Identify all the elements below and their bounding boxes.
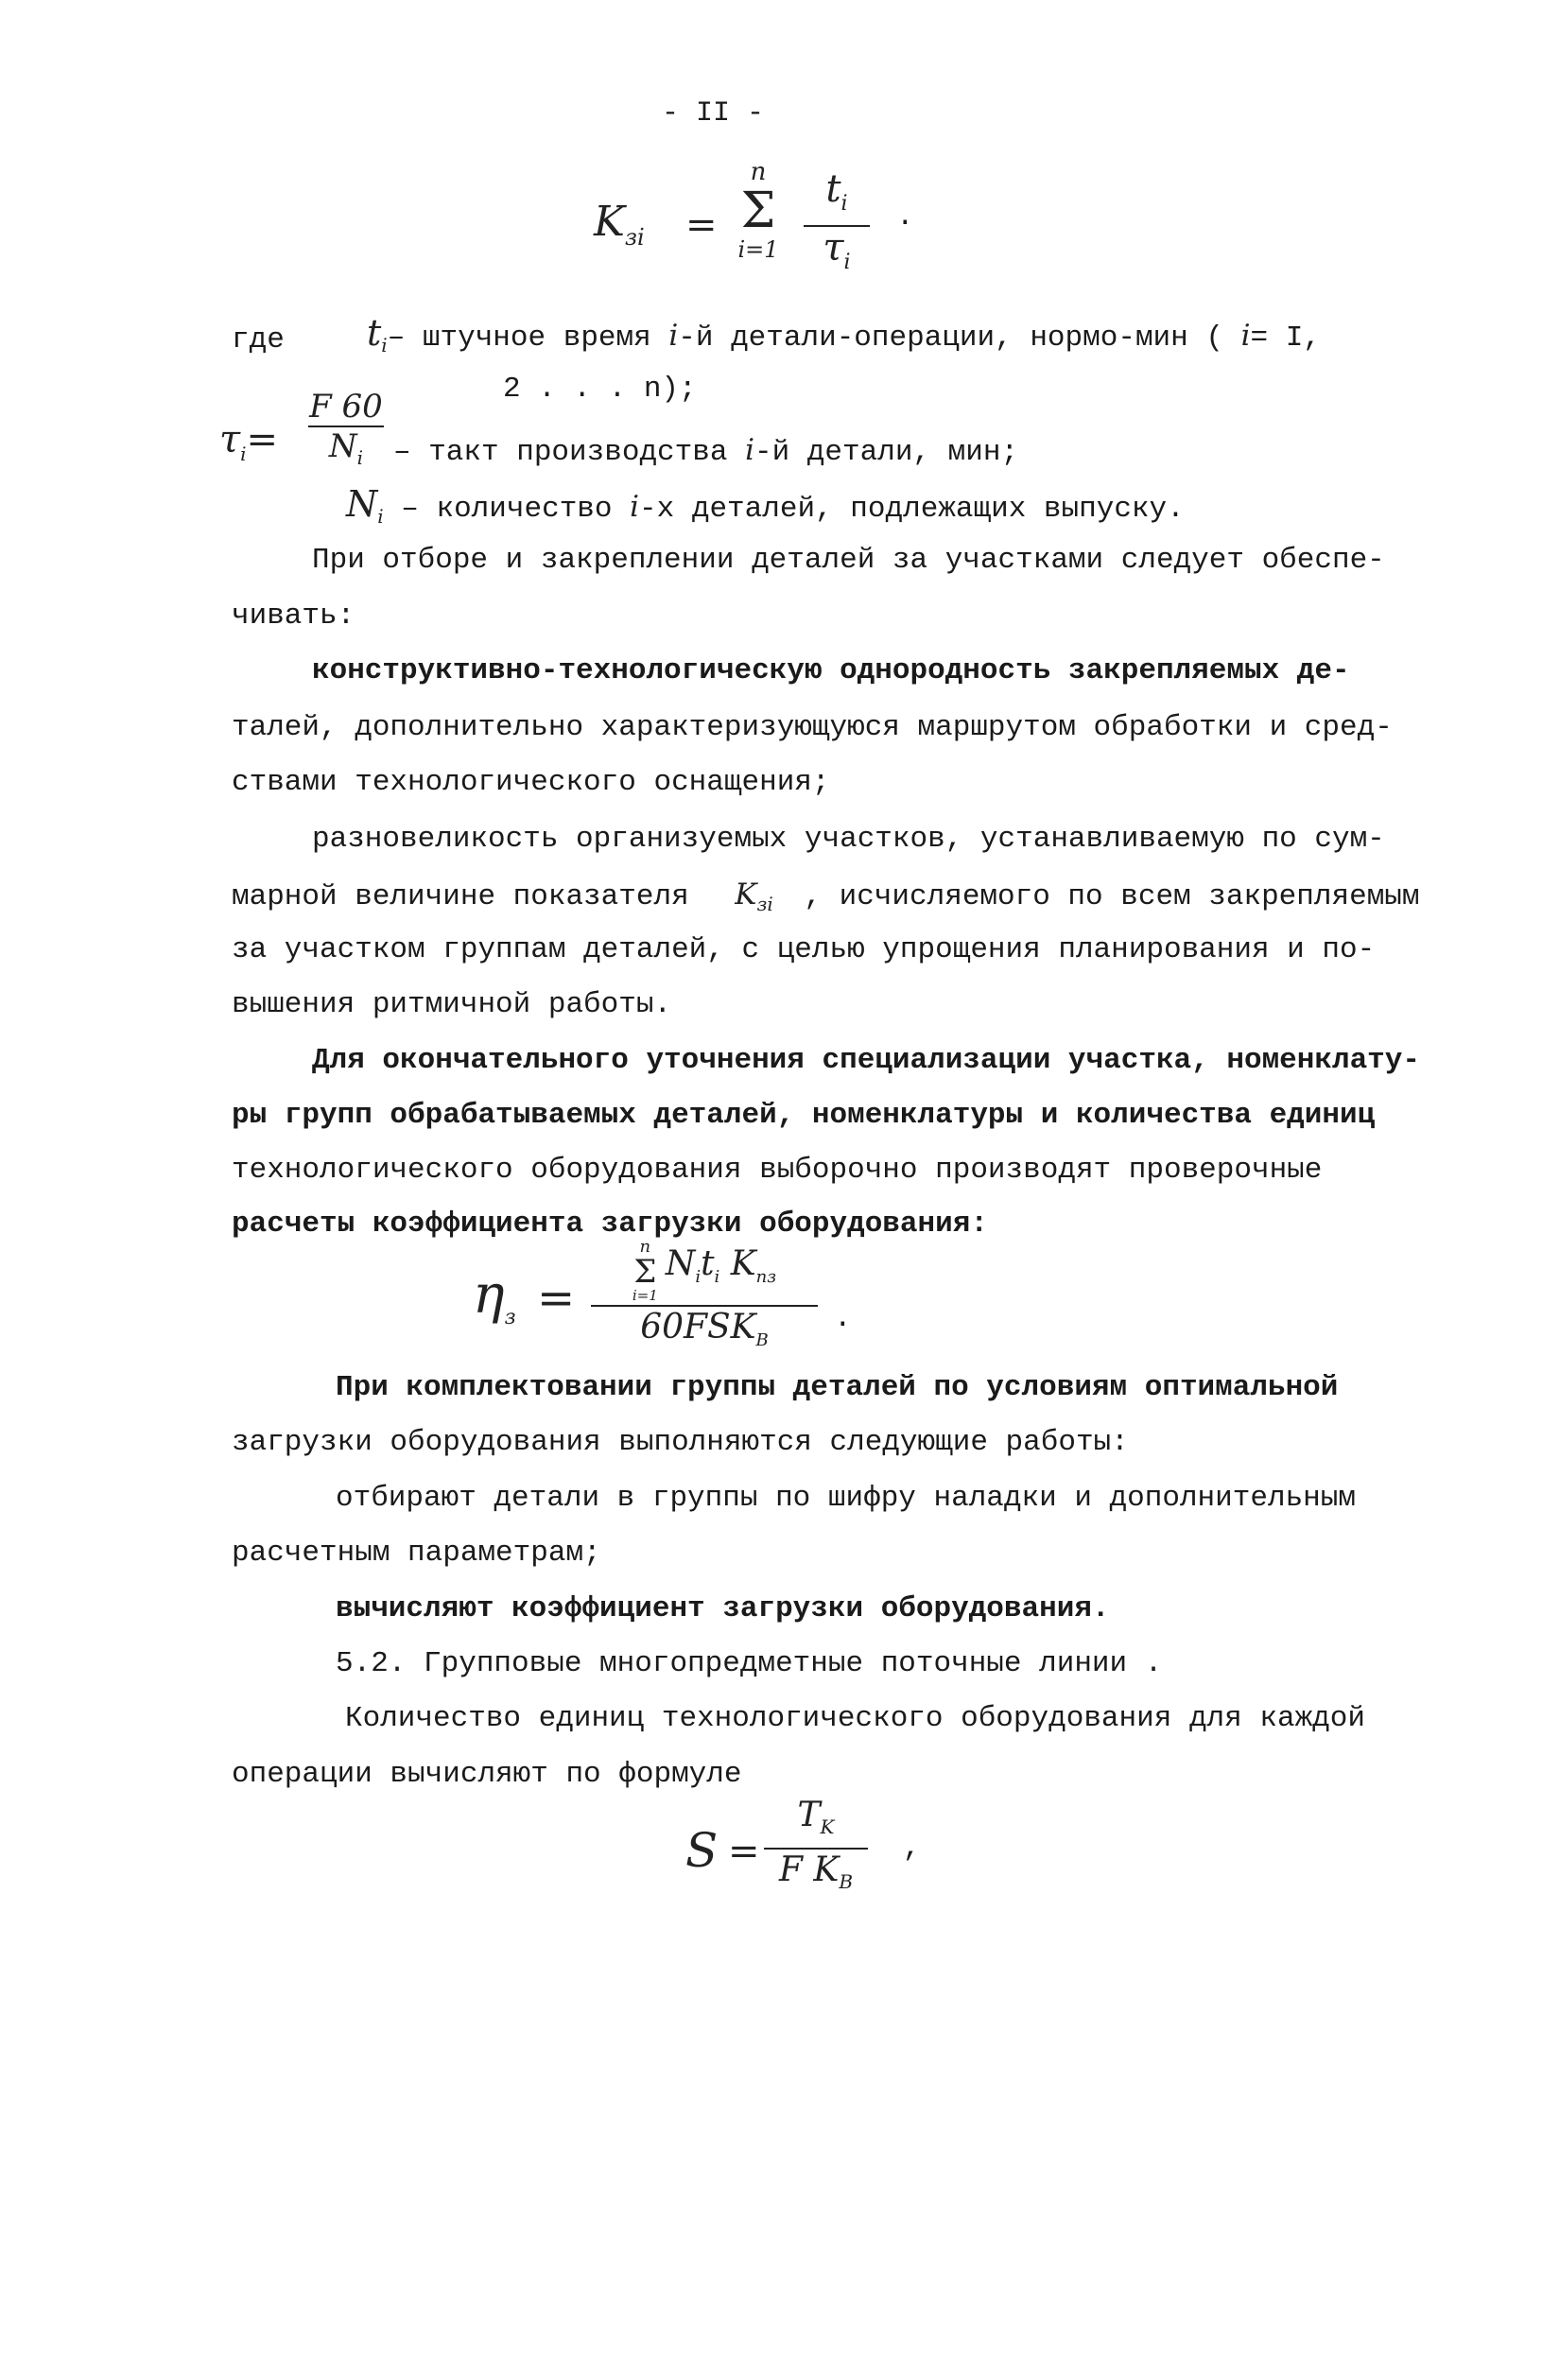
s-eq: = xyxy=(728,1830,760,1873)
kz-num: t xyxy=(825,167,841,211)
p3-l1: разновеликость организуемых участков, устанавливаемую по сум- xyxy=(312,823,1385,856)
page-number: - II - xyxy=(662,97,765,130)
eta-den: 60FSK xyxy=(640,1308,756,1346)
p3-l3: за участком группам деталей, с целью упрощения планирования и по- xyxy=(232,933,1376,966)
eta-end: . xyxy=(834,1302,852,1335)
p8-l1: Количество единиц технологического оборудования для каждой xyxy=(345,1702,1365,1735)
kz-sum-sign: Σ xyxy=(740,182,776,239)
p2-l1: конструктивно-технологическую однородность закрепляемых де- xyxy=(312,654,1350,687)
n-symbol: N xyxy=(346,483,378,525)
p3-kz-symbol: K xyxy=(735,877,757,912)
tau-symbol: τ xyxy=(219,418,241,461)
p2-l3: ствами технологического оснащения; xyxy=(232,766,830,799)
t-text: – штучное время xyxy=(387,321,651,355)
kz-sum-bottom: i=1 xyxy=(737,236,779,263)
p3-l2a: марной величине показателя xyxy=(232,880,689,913)
where-label: где xyxy=(232,323,285,356)
tau-text: – такт производства xyxy=(393,436,728,469)
kz-end: . xyxy=(896,200,914,234)
s-end: , xyxy=(903,1832,921,1865)
p8-l2: операции вычисляют по формуле xyxy=(232,1758,742,1791)
p5-l2: загрузки оборудования выполняются следующие работы: xyxy=(232,1426,1129,1459)
kz-den: τ xyxy=(823,226,844,269)
n-text: – количество xyxy=(401,493,613,526)
s-lhs: S xyxy=(685,1823,719,1878)
p5-l1: При комплектовании группы деталей по условиям оптимальной xyxy=(336,1371,1339,1404)
kz-sum-top: n xyxy=(750,158,767,186)
s-num: T xyxy=(797,1796,821,1834)
p1-l2: чивать: xyxy=(232,599,355,633)
tau-num: F 60 xyxy=(309,388,383,426)
p1-l1: При отборе и закреплении деталей за участками следует обеспе- xyxy=(312,544,1385,577)
eta-lhs: η xyxy=(473,1264,505,1326)
p4-l3: технологического оборудования выборочно производят проверочные xyxy=(232,1154,1323,1187)
eta-eq: = xyxy=(537,1272,576,1325)
p6-l1: отбирают детали в группы по шифру наладки и дополнительным xyxy=(336,1482,1356,1515)
kz-eq: = xyxy=(685,203,718,247)
section-heading: 5.2. Групповые многопредметные поточные линии . xyxy=(336,1647,1163,1680)
p3-l4: вышения ритмичной работы. xyxy=(232,988,672,1021)
document-page: - II - $K_{зi}$ = n Σ i=1 $t_i$ $\tau_i$ . где $t_i-$ штучное время i-й детали-операции, нормо-мин ( i= I, 2 . . . n); $\tau_i=$ F 60 $N_i$ – такт производства i-й детали, мин; $N_i$ – количество i-х деталей, подлежащих выпуску. При отборе и закреплении деталей за участками следует обеспе- чивать: конструктивно-технологическую однородность закрепляемых де- талей, дополнительно характеризующуюся маршрутом обработки и сред- ствами технологического оснащения; разновеликость организуемых участков, устанавливаемую по сум- марной величине показателя $K_{зi}$ , исчисляемого по всем закрепляемым за участком группам деталей, с целью упрощения планирования и по- вышения ритмичной работы. Для окончательного уточнения специализации участка, номенклату- ры групп обрабатываемых деталей, номенклатуры и количества единиц технологического оборудования выборочно производят проверочные расчеты коэффициента загрузки оборудования: $\eta_з$ = n Σ i=1 $N_it_i$ $K_{пз}$ $60FSK_B$ . При комплектовании группы деталей по условиям оптимальной загрузки оборудования выполняются следующие работы: отбирают детали в группы по шифру наладки и дополнительным расчетным параметрам; вычисляют коэффициент загрузки оборудования. 5.2. Групповые многопредметные поточные линии . Количество единиц технологического оборудования для каждой операции вычисляют по формуле S = $T_K$ F $K_B$ , xyxy=(0,0,1542,2380)
t-symbol: t xyxy=(367,312,382,354)
p6-l2: расчетным параметрам; xyxy=(232,1537,601,1570)
kz-lhs: K xyxy=(594,198,625,246)
tau-den: N xyxy=(328,427,357,465)
t-cont: 2 . . . n); xyxy=(503,373,697,406)
p4-l1: Для окончательного уточнения специализации участка, номенклату- xyxy=(312,1044,1420,1077)
p3-l2b: , исчисляемого по всем закрепляемым xyxy=(804,880,1420,913)
p4-l4: расчеты коэффициента загрузки оборудования: xyxy=(232,1207,988,1241)
p7-l1: вычисляют коэффициент загрузки оборудования. xyxy=(336,1592,1110,1625)
eta-sum-top: n xyxy=(639,1237,651,1257)
s-den: F K xyxy=(778,1850,840,1890)
p2-l2: талей, дополнительно характеризующуюся маршрутом обработки и сред- xyxy=(232,711,1393,744)
eta-sum-sign: Σ xyxy=(633,1253,657,1291)
eta-sum-bottom: i=1 xyxy=(632,1287,658,1304)
p4-l2: ры групп обрабатываемых деталей, номенклатуры и количества единиц xyxy=(232,1099,1376,1132)
